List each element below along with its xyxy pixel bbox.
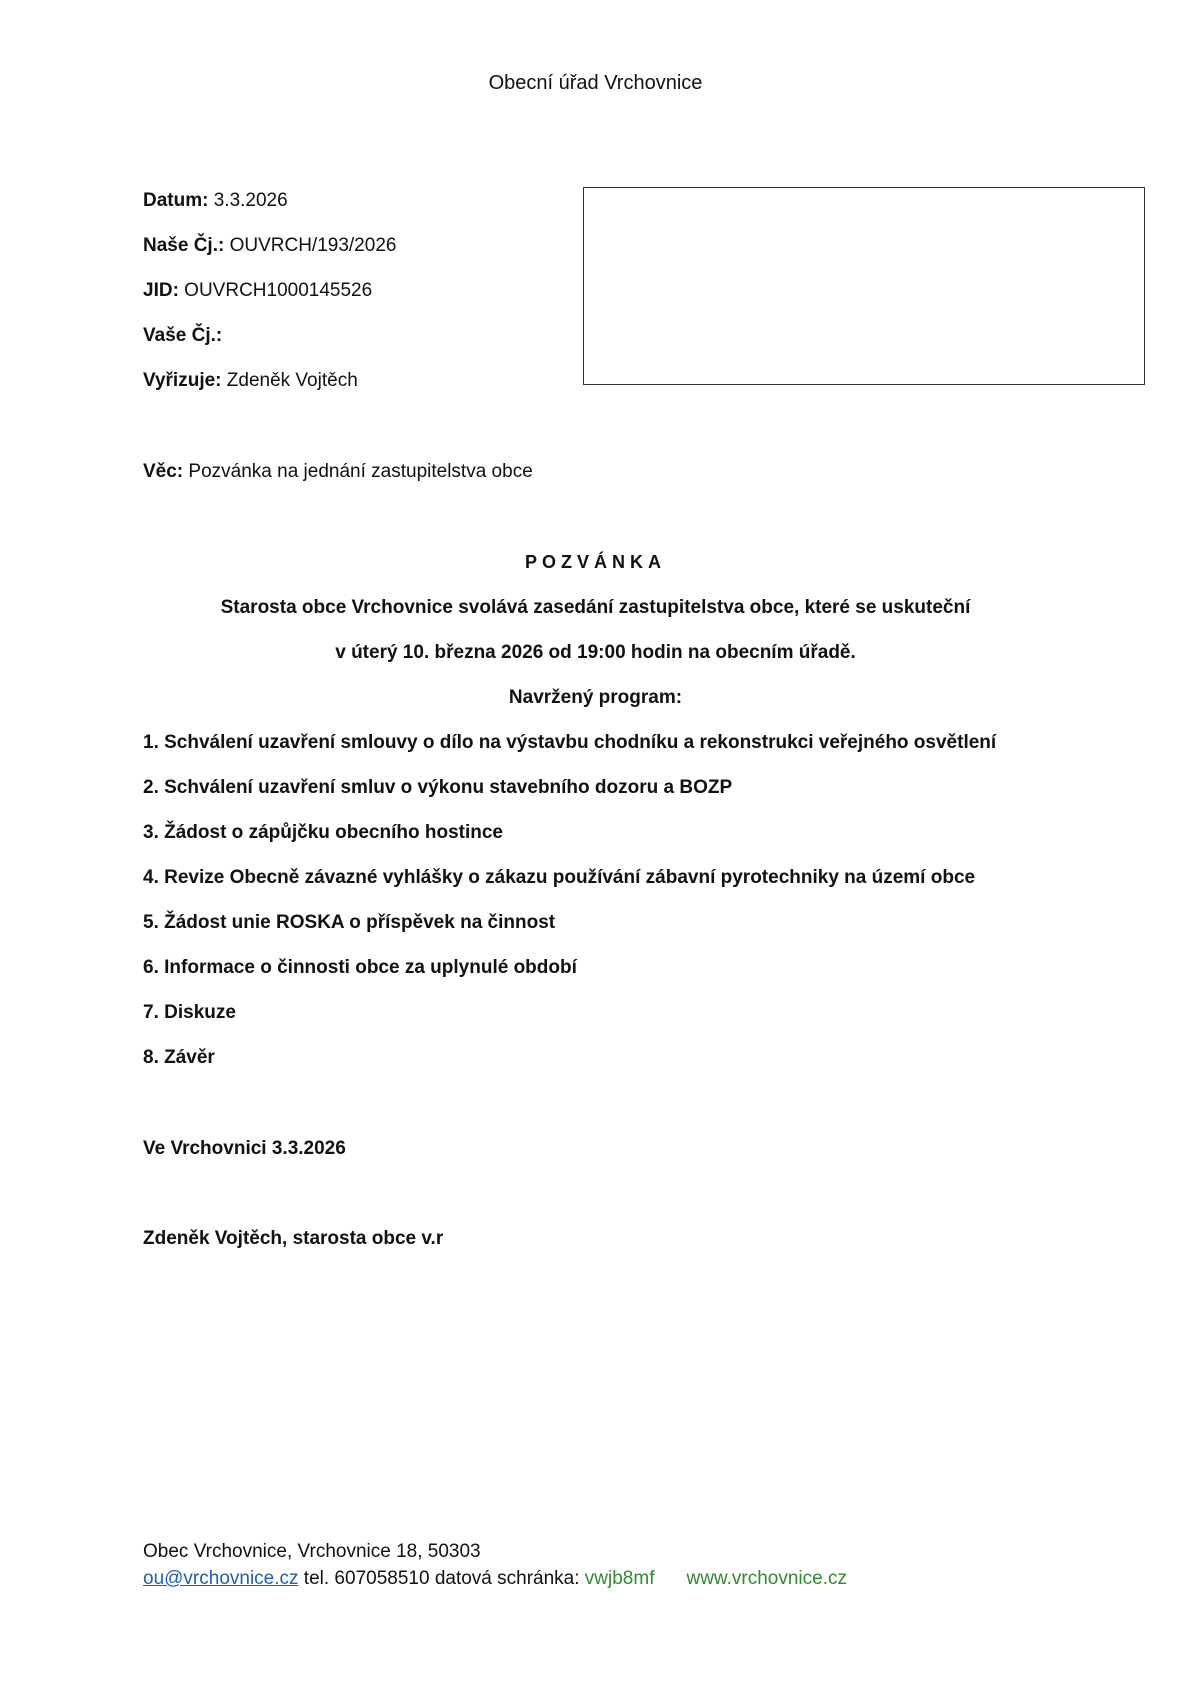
phone-text: tel. 607058510 datová schránka: bbox=[298, 1568, 585, 1589]
program-item: 3. Žádost o zápůjčku obecního hostince bbox=[143, 822, 503, 843]
our-ref-label: Naše Čj.: bbox=[143, 235, 225, 256]
meta-your-ref bbox=[143, 325, 222, 347]
your-ref-label: Vaše Čj.: bbox=[143, 325, 223, 346]
program-item: 8. Závěr bbox=[143, 1047, 215, 1068]
our-ref-value: OUVRCH/193/2026 bbox=[224, 235, 397, 256]
invitation-line-1: Starosta obce Vrchovnice svolává zasedání zastupitelstva obce, které se uskuteční bbox=[220, 597, 971, 618]
place-date: Ve Vrchovnici 3.3.2026 bbox=[143, 1138, 346, 1159]
handled-by-value: Zdeněk Vojtěch bbox=[221, 370, 358, 391]
program-item: 6. Informace o činnosti obce za uplynulé období bbox=[143, 957, 577, 978]
date-value: 3.3.2026 bbox=[208, 190, 288, 211]
meta-our-ref bbox=[143, 235, 396, 257]
website-link[interactable]: www.vrchovnice.cz bbox=[686, 1568, 847, 1589]
program-item: 1. Schválení uzavření smlouvy o dílo na výstavbu chodníku a rekonstrukci veřejného osvětlení bbox=[143, 732, 997, 753]
program-item: 4. Revize Obecně závazné vyhlášky o zákazu používání zábavní pyrotechniky na území obce bbox=[143, 867, 976, 888]
office-title: Obecní úřad Vrchovnice bbox=[488, 72, 703, 94]
subject-line bbox=[143, 461, 533, 483]
databox-id: vwjb8mf bbox=[584, 1568, 655, 1589]
program-label: Navržený program: bbox=[508, 687, 683, 708]
invitation-line-2: v úterý 10. března 2026 od 19:00 hodin na obecním úřadě. bbox=[335, 642, 856, 663]
meta-jid bbox=[143, 280, 372, 302]
program-item: 2. Schválení uzavření smluv o výkonu stavebního dozoru a BOZP bbox=[143, 777, 733, 798]
program-item: 7. Diskuze bbox=[143, 1002, 236, 1023]
subject-value: Pozvánka na jednání zastupitelstva obce bbox=[183, 461, 533, 482]
footer-contacts bbox=[143, 1568, 847, 1590]
recipient-address-box bbox=[583, 187, 1145, 385]
footer-address: Obec Vrchovnice, Vrchovnice 18, 50303 bbox=[143, 1541, 481, 1562]
signature: Zdeněk Vojtěch, starosta obce v.r bbox=[143, 1228, 444, 1249]
email-link[interactable]: ou@vrchovnice.cz bbox=[143, 1568, 299, 1589]
meta-date bbox=[143, 190, 288, 212]
program-item: 5. Žádost unie ROSKA o příspěvek na činnost bbox=[143, 912, 556, 933]
date-label: Datum: bbox=[143, 190, 209, 211]
meta-handled-by bbox=[143, 370, 358, 392]
invitation-heading: POZVÁNKA bbox=[524, 552, 666, 572]
subject-label: Věc: bbox=[143, 461, 184, 482]
jid-label: JID: bbox=[143, 280, 179, 301]
jid-value: OUVRCH1000145526 bbox=[178, 280, 373, 301]
handled-by-label: Vyřizuje: bbox=[143, 370, 222, 391]
